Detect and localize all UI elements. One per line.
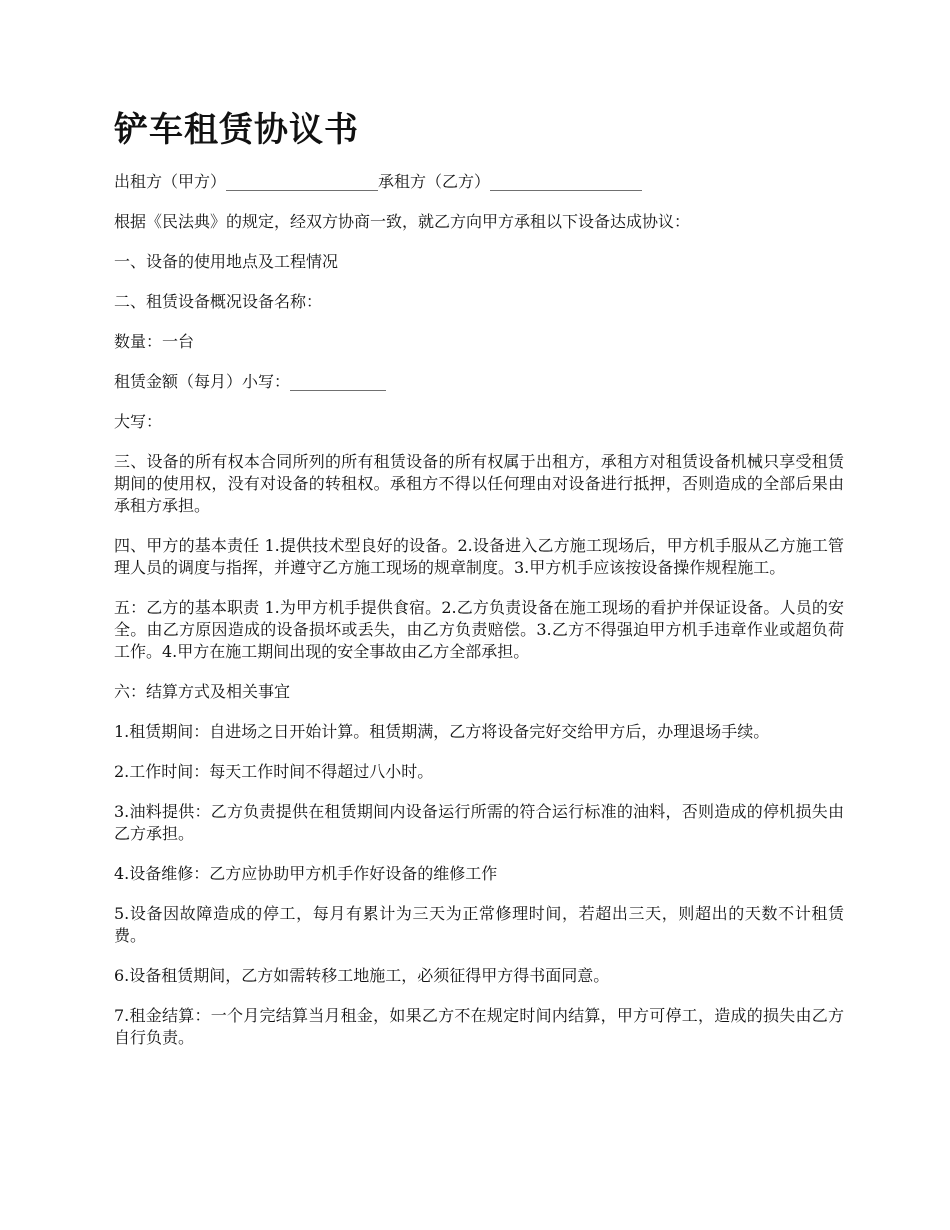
- clause-6-6: 6.设备租赁期间，乙方如需转移工地施工，必须征得甲方得书面同意。: [114, 965, 610, 985]
- clause-6-3: 3.油料提供：乙方负责提供在租赁期间内设备运行所需的符合运行标准的油料，否则造成的停机损失由乙方承担。: [114, 801, 844, 843]
- rent-amount-line: 租赁金额（每月）小写：____________: [114, 371, 387, 391]
- preamble: 根据《民法典》的规定，经双方协商一致，就乙方向甲方承租以下设备达成协议：: [114, 211, 691, 231]
- document-page: [114, 110, 844, 1067]
- section-5-party-b-duties: 五：乙方的基本职责 1.为甲方机手提供食宿。2.乙方负责设备在施工现场的看护并保证设备。人员的安全。由乙方原因造成的设备损坏或丢失，由乙方负责赔偿。3.乙方不得强迫甲方机手违章作业或超负荷工作。4.甲方在施工期间出现的安全事故由乙方全部承担。: [114, 597, 844, 661]
- rent-amount-uppercase-line: 大写：: [114, 411, 163, 431]
- parties-line: 出租方（甲方）___________________承租方（乙方）___________________: [114, 171, 643, 191]
- clause-6-5: 5.设备因故障造成的停工，每月有累计为三天为正常修理时间，若超出三天，则超出的天数不计租赁费。: [114, 903, 844, 945]
- section-1-heading: 一、设备的使用地点及工程情况: [114, 251, 339, 271]
- quantity-line: 数量：一台: [114, 331, 195, 351]
- section-2-heading: 二、租赁设备概况设备名称：: [114, 291, 323, 311]
- clause-6-1: 1.租赁期间：自进场之日开始计算。租赁期满，乙方将设备完好交给甲方后，办理退场手续。: [114, 721, 770, 741]
- section-4-party-a-duties: 四、甲方的基本责任 1.提供技术型良好的设备。2.设备进入乙方施工现场后，甲方机手服从乙方施工管理人员的调度与指挥，并遵守乙方施工现场的规章制度。3.甲方机手应该按设备操作规程施工。: [114, 535, 844, 577]
- section-3-ownership: 三、设备的所有权本合同所列的所有租赁设备的所有权属于出租方，承租方对租赁设备机械只享受租赁期间的使用权，没有对设备的转租权。承租方不得以任何理由对设备进行抵押，否则造成的全部后果由承租方承担。: [114, 451, 844, 515]
- document-title: 铲车租赁协议书: [114, 110, 359, 150]
- clause-6-7: 7.租金结算：一个月完结算当月租金，如果乙方不在规定时间内结算，甲方可停工，造成的损失由乙方自行负责。: [114, 1005, 844, 1047]
- clause-6-2: 2.工作时间：每天工作时间不得超过八小时。: [114, 761, 434, 781]
- clause-6-4: 4.设备维修：乙方应协助甲方机手作好设备的维修工作: [114, 863, 498, 883]
- section-6-heading: 六：结算方式及相关事宜: [114, 681, 291, 701]
